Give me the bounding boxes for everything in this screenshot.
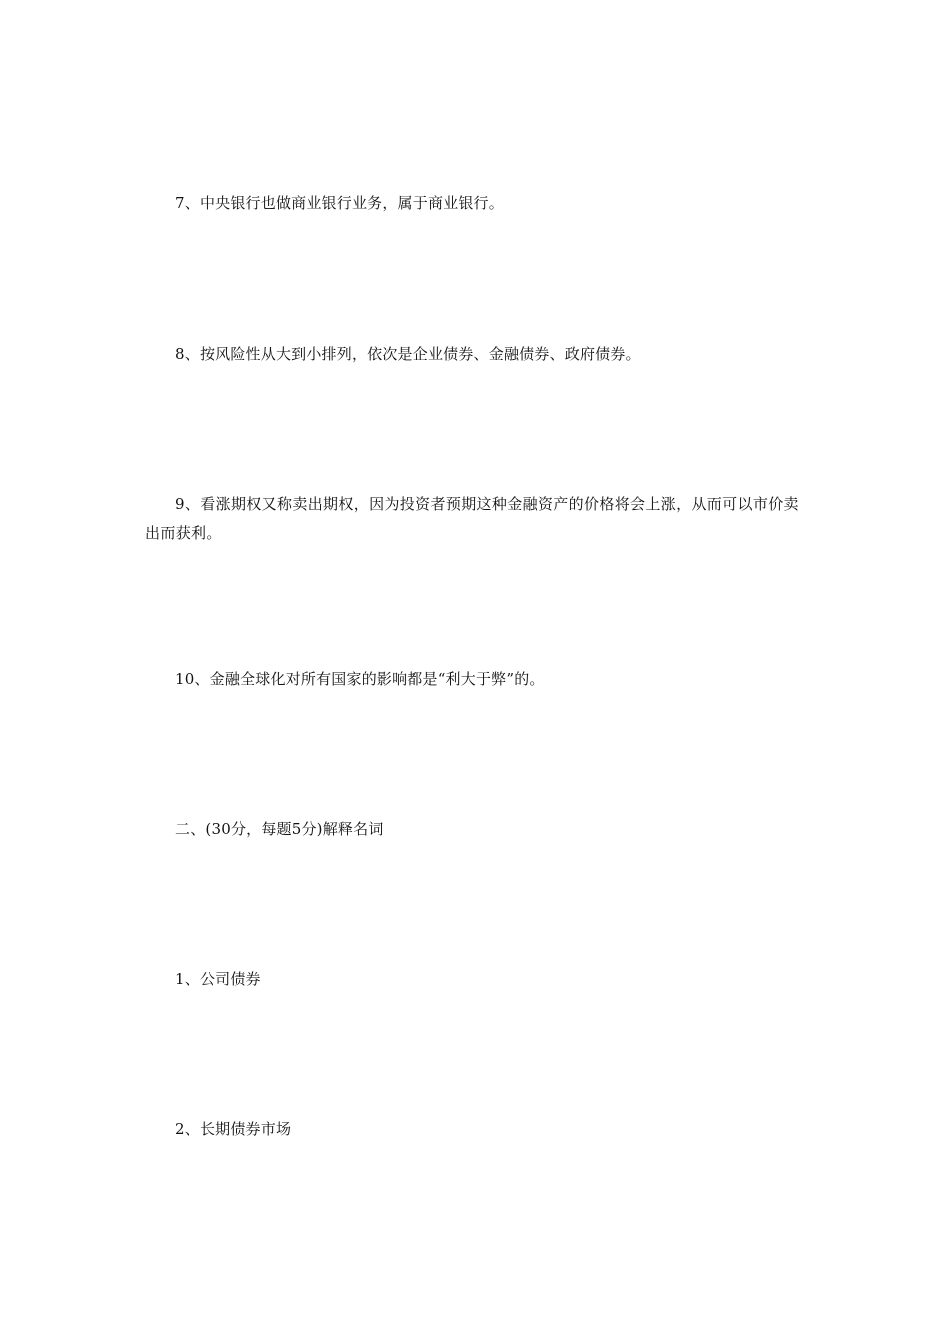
term-1: 1、公司债券 [175, 970, 261, 988]
question-7: 7、中央银行也做商业银行业务，属于商业银行。 [175, 194, 504, 212]
term-2: 2、长期债券市场 [175, 1120, 292, 1138]
question-8: 8、按风险性从大到小排列，依次是企业债券、金融债券、政府债券。 [175, 345, 641, 363]
question-10: 10、金融全球化对所有国家的影响都是“利大于弊”的。 [175, 670, 545, 688]
question-9: 9、看涨期权又称卖出期权，因为投资者预期这种金融资产的价格将会上涨，从而可以市价卖出而获利。 [145, 495, 799, 542]
section-two-heading: 二、(30分，每题5分)解释名词 [175, 820, 384, 838]
